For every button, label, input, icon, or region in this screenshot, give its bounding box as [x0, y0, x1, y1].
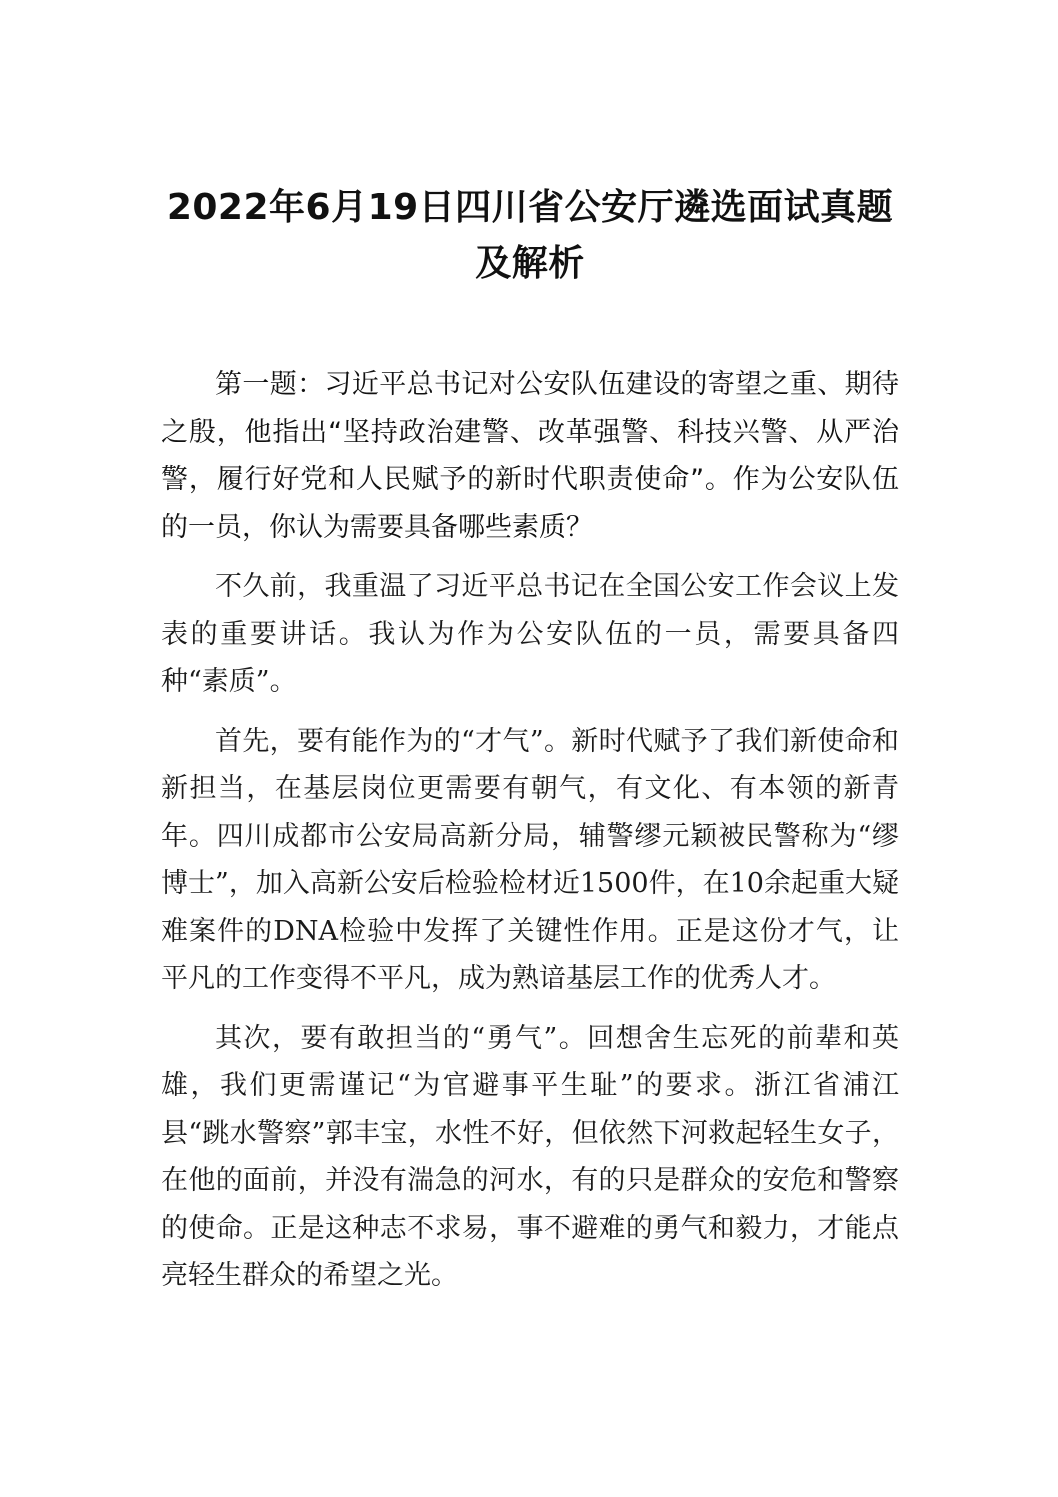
document-title: 2022年6月19日四川省公安厅遴选面试真题及解析: [166, 187, 894, 284]
answer-paragraph-intro: 不久前，我重温了习近平总书记在全国公安工作会议上发表的重要讲话。我认为作为公安队伍的一员，需要具备四种“素质”。: [161, 571, 899, 697]
question-paragraph: 第一题：习近平总书记对公安队伍建设的寄望之重、期待之殷，他指出“坚持政治建警、改革强警、科技兴警、从严治警，履行好党和人民赋予的新时代职责使命”。作为公安队伍的一员，你认为需要具备哪些素质？: [161, 369, 899, 543]
answer-paragraph-courage: 其次，要有敢担当的“勇气”。回想舍生忘死的前辈和英雄，我们更需谨记“为官避事平生耻”的要求。浙江省浦江县“跳水警察”郭丰宝，水性不好，但依然下河救起轻生女子，在他的面前，并没有湍急的河水，有的只是群众的安危和警察的使命。正是这种志不求易，事不避难的勇气和毅力，才能点亮轻生群众的希望之光。: [161, 1022, 899, 1291]
answer-paragraph-talent: 首先，要有能作为的“才气”。新时代赋予了我们新使命和新担当，在基层岗位更需要有朝气，有文化、有本领的新青年。四川成都市公安局高新分局，辅警缪元颖被民警称为“缪博士”，加入高新公安后检验检材近1500件，在10余起重大疑难案件的DNA检验中发挥了关键性作用。正是这份才气，让平凡的工作变得不平凡，成为熟谙基层工作的优秀人才。: [161, 725, 899, 994]
document-body: [161, 361, 899, 1300]
